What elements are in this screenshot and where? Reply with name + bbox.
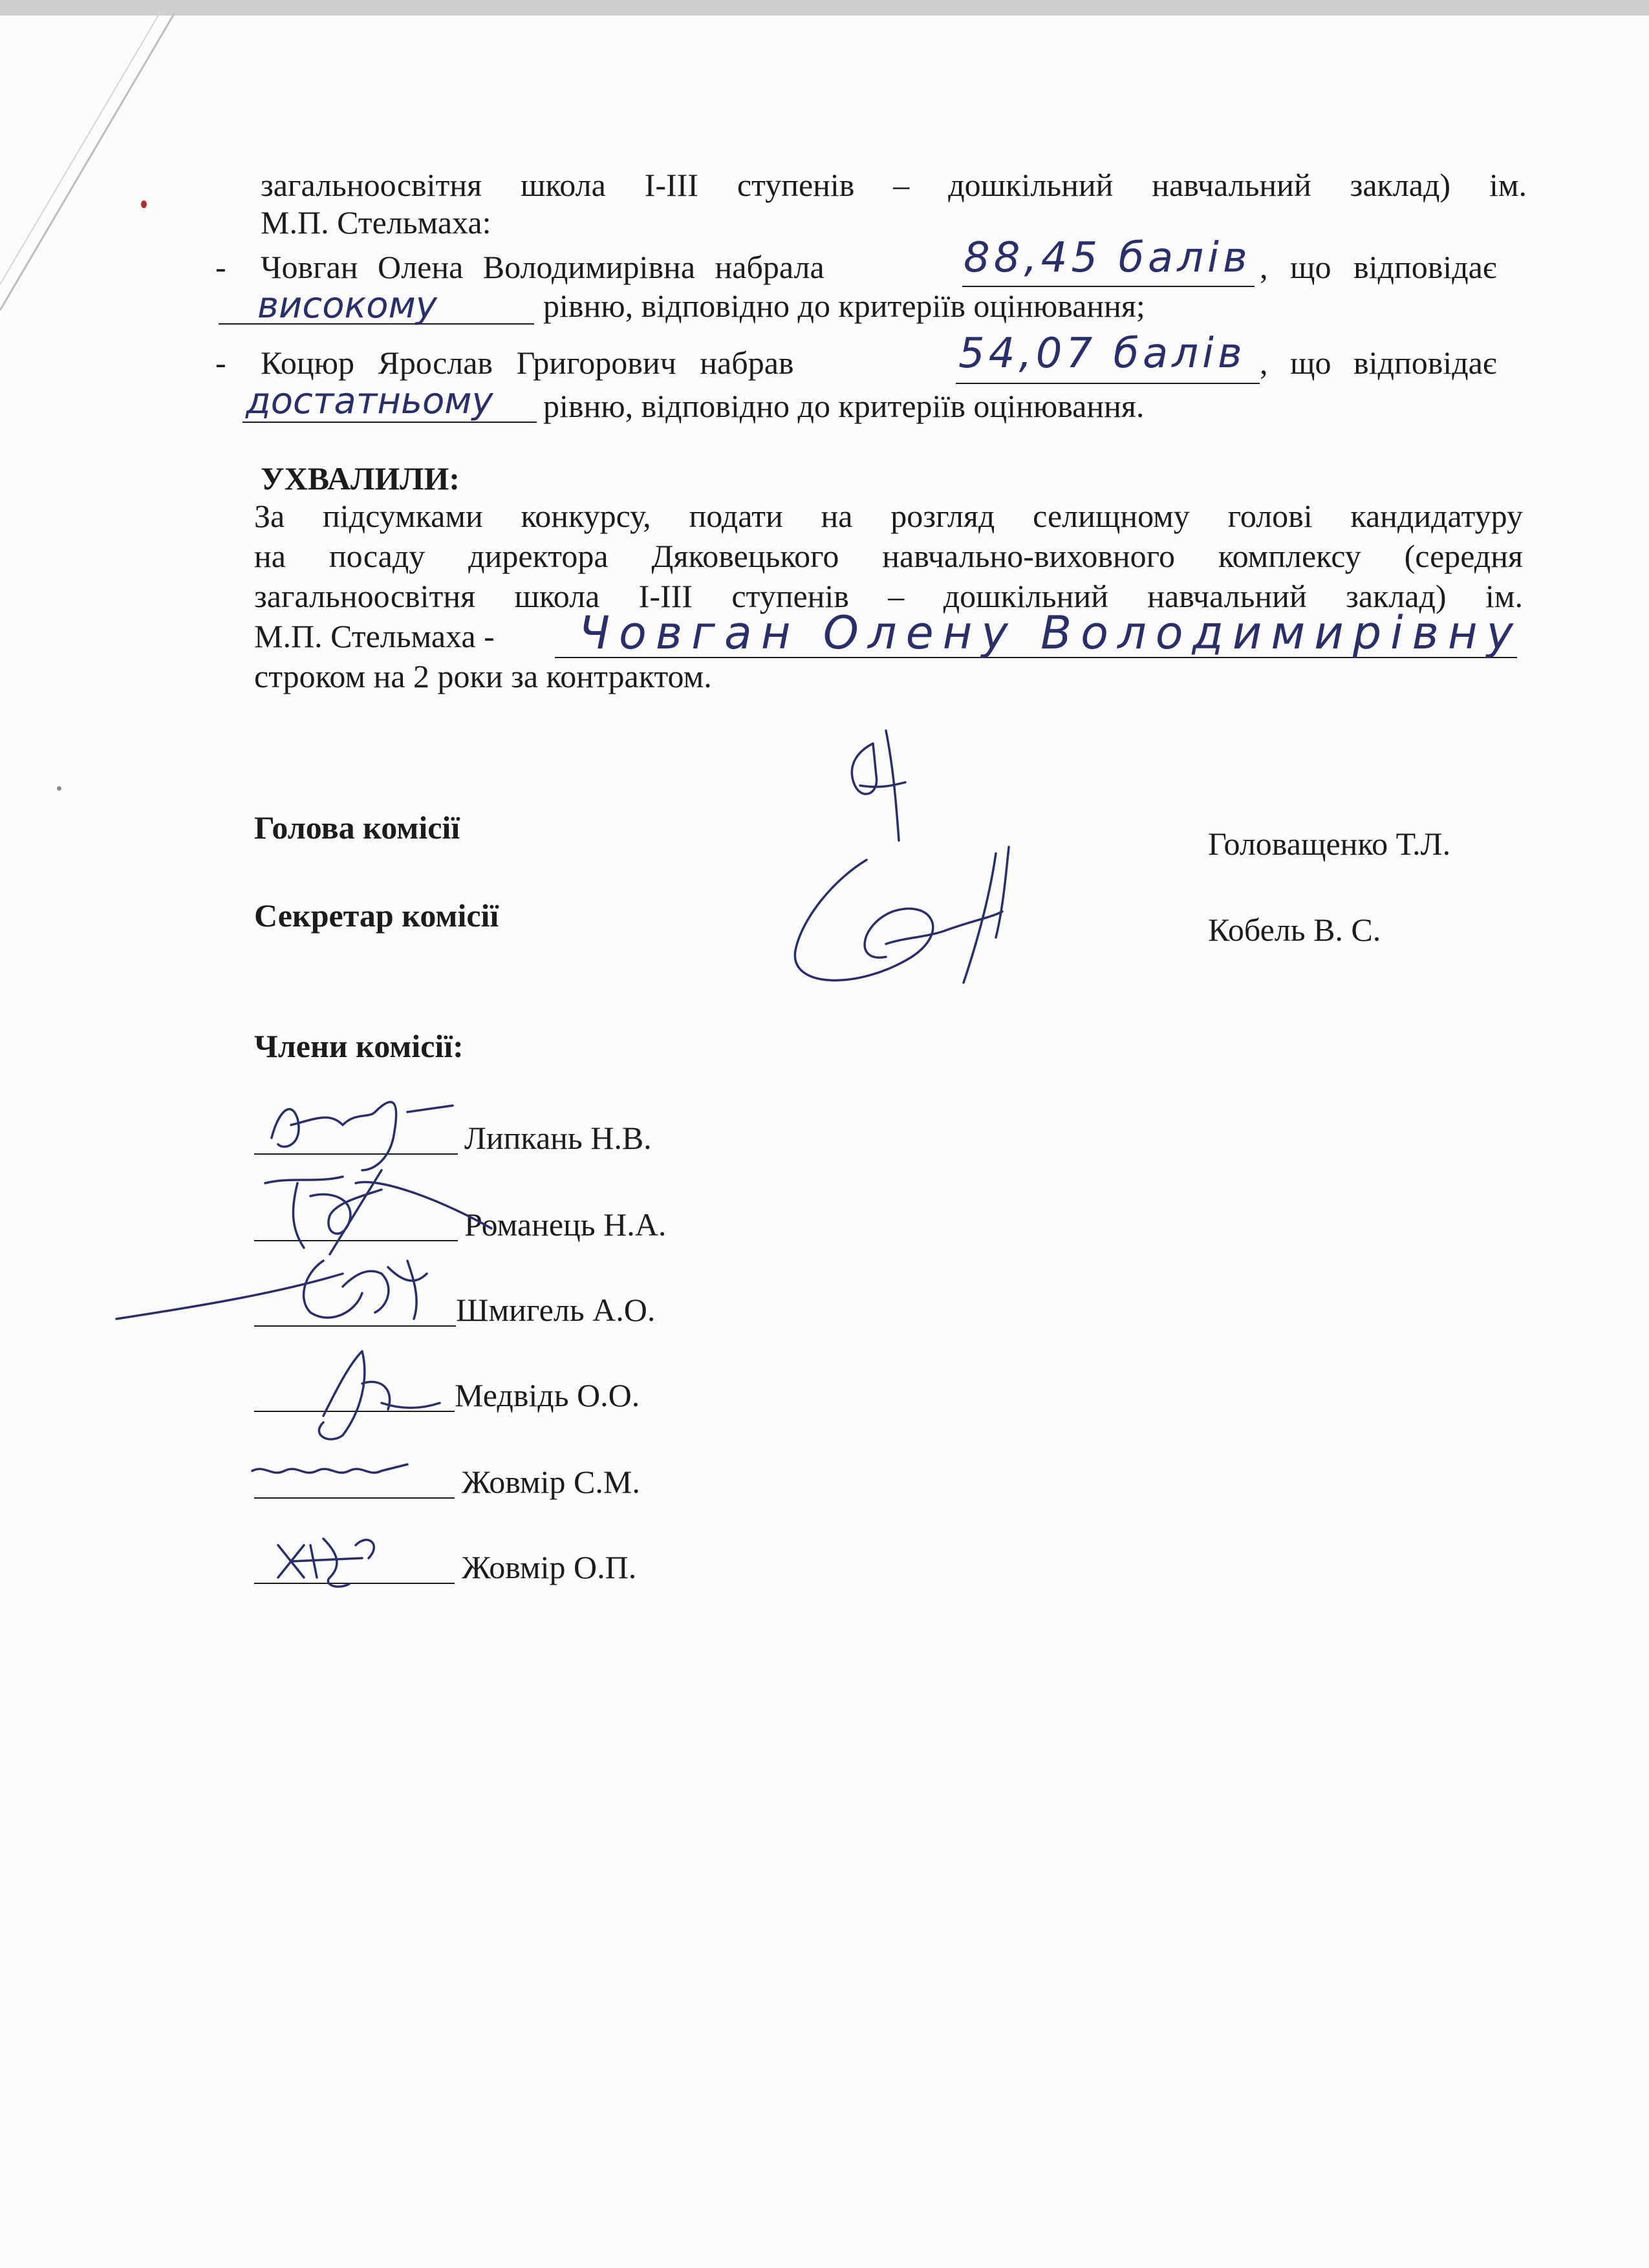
- score-blank-line: [962, 286, 1255, 287]
- member-6-signature: [265, 1526, 394, 1597]
- secretary-signature: [782, 840, 1041, 996]
- member-5-signature: [246, 1445, 414, 1497]
- member-name-4: Медвідь О.О.: [455, 1377, 640, 1413]
- chair-label: Голова комісії: [254, 809, 460, 846]
- bullet-marker: -: [215, 249, 226, 285]
- bullet-1-suffix: , що відповідає: [1260, 249, 1497, 285]
- member-4-signature: [285, 1338, 453, 1448]
- member-name-3: Шмигель А.О.: [456, 1292, 656, 1328]
- bullet-1-tail: рівню, відповідно до критеріїв оцінювання;: [543, 288, 1145, 324]
- member-2-signature: [252, 1157, 498, 1261]
- resolution-line-5: строком на 2 роки за контрактом.: [254, 658, 712, 694]
- resolution-line-3: загальноосвітня школа І-ІІІ ступенів – дошкільний навчальний заклад) ім.: [254, 578, 1523, 614]
- bullet-1-level: високому: [257, 284, 437, 326]
- chair-name: Головащенко Т.Л.: [1208, 826, 1451, 862]
- top-paragraph-line-1: загальноосвітня школа І-ІІІ ступенів – дошкільний навчальний заклад) ім.: [261, 167, 1527, 203]
- member-3-signature: [110, 1248, 446, 1338]
- member-name-1: Липкань Н.В.: [464, 1120, 652, 1156]
- secretary-label: Секретар комісії: [254, 897, 499, 934]
- resolution-line-4: М.П. Стельмаха -: [254, 618, 495, 654]
- member-name-6: Жовмір О.П.: [462, 1549, 637, 1585]
- scan-fold-mark: [0, 0, 194, 336]
- secretary-name: Кобель В. С.: [1208, 912, 1381, 948]
- resolution-line-2: на посаду директора Дяковецького навчально-виховного комплексу (середня: [254, 538, 1523, 574]
- scan-top-edge: [0, 0, 1649, 16]
- member-signature-line: [254, 1497, 455, 1499]
- resolution-heading: УХВАЛИЛИ:: [261, 460, 460, 497]
- scan-speck: [141, 200, 147, 208]
- member-name-5: Жовмір С.М.: [462, 1464, 640, 1500]
- bullet-2-score: 54,07 балів: [958, 330, 1246, 378]
- chair-signature: [834, 724, 925, 853]
- members-label: Члени комісії:: [254, 1028, 464, 1064]
- bullet-2-suffix: , що відповідає: [1260, 345, 1497, 381]
- bullet-1-score: 88,45 балів: [964, 234, 1251, 282]
- candidate-name-handwritten: Човган Олену Володимирівну: [579, 606, 1523, 659]
- scan-speck: [57, 786, 61, 791]
- score-blank-line: [956, 383, 1260, 384]
- resolution-line-1: За підсумками конкурсу, подати на розгляд селищному голові кандидатуру: [254, 498, 1523, 534]
- top-paragraph-line-2: М.П. Стельмаха:: [261, 204, 491, 241]
- bullet-2-tail: рівню, відповідно до критеріїв оцінювання.: [543, 388, 1145, 424]
- bullet-marker: -: [215, 345, 226, 381]
- bullet-2-level: достатньому: [246, 380, 493, 422]
- bullet-2-text: Коцюр Ярослав Григорович набрав: [261, 345, 794, 381]
- bullet-1-text: Човган Олена Володимирівна набрала: [261, 249, 824, 285]
- member-name-2: Романець Н.А.: [464, 1206, 667, 1243]
